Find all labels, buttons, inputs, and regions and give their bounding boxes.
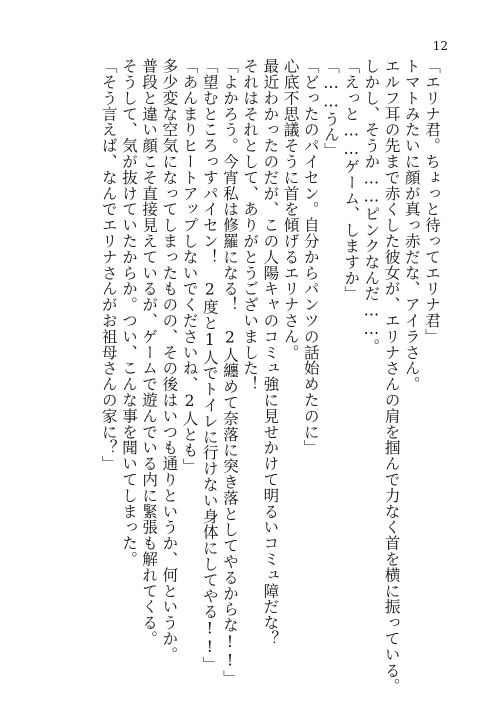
text-line: そうして、気が抜けていたからか。つい、こんな事を聞いてしまった。 xyxy=(119,58,138,567)
text-line: しかし、そうか……ピンクなんだ……。 xyxy=(362,58,381,355)
text-line: 多少変な空気になってしまったものの、その後はいつも通りというか、何というか。 xyxy=(160,58,179,663)
text-line: それはそれとして、ありがとうございました！ xyxy=(241,58,260,392)
text-line: 「どったのパイセン。自分からパンツの話始めたのに」 xyxy=(301,58,320,456)
text-line: 最近わかったのだが、この人陽キャのコミュ強に見せかけて明るいコミュ障だな？ xyxy=(261,58,280,647)
body-text xyxy=(99,58,442,694)
text-line: 「よかろう。今宵私は修羅になる！ 2人纏めて奈落に突き落としてやるからな!!」 xyxy=(220,58,239,686)
text-line: 「エリナ君。ちょっと待ってエリナ君」 xyxy=(423,58,441,345)
text-line: 「……うん」 xyxy=(321,58,340,159)
page-number: 12 xyxy=(432,39,448,53)
text-line: 「えっと……ゲーム、しますか」 xyxy=(342,58,361,302)
text-line: 「望むところっすパイセン！ 2度と1人でトイレに行けない身体にしてやる!!」 xyxy=(200,58,219,673)
text-line: エルフ耳の先まで赤くした彼女が、エリナさんの肩を掴んで力なく首を横に振っている。 xyxy=(382,58,401,694)
text-line: 「そう言えば、なんでエリナさんがお祖母さんの家に？」 xyxy=(99,58,118,472)
text-line: 「あんまりヒートアップしないでくださいね、2人とも」 xyxy=(180,58,199,474)
text-line: 心底不思議そうに首を傾げるエリナさん。 xyxy=(281,58,300,361)
text-line: トマトみたいに顔が真っ赤だな、アイラさん。 xyxy=(402,58,421,392)
text-line: 普段と違い顔こそ直接見えているが、ゲームで遊んでいる内に緊張も解れてくる。 xyxy=(140,58,159,647)
